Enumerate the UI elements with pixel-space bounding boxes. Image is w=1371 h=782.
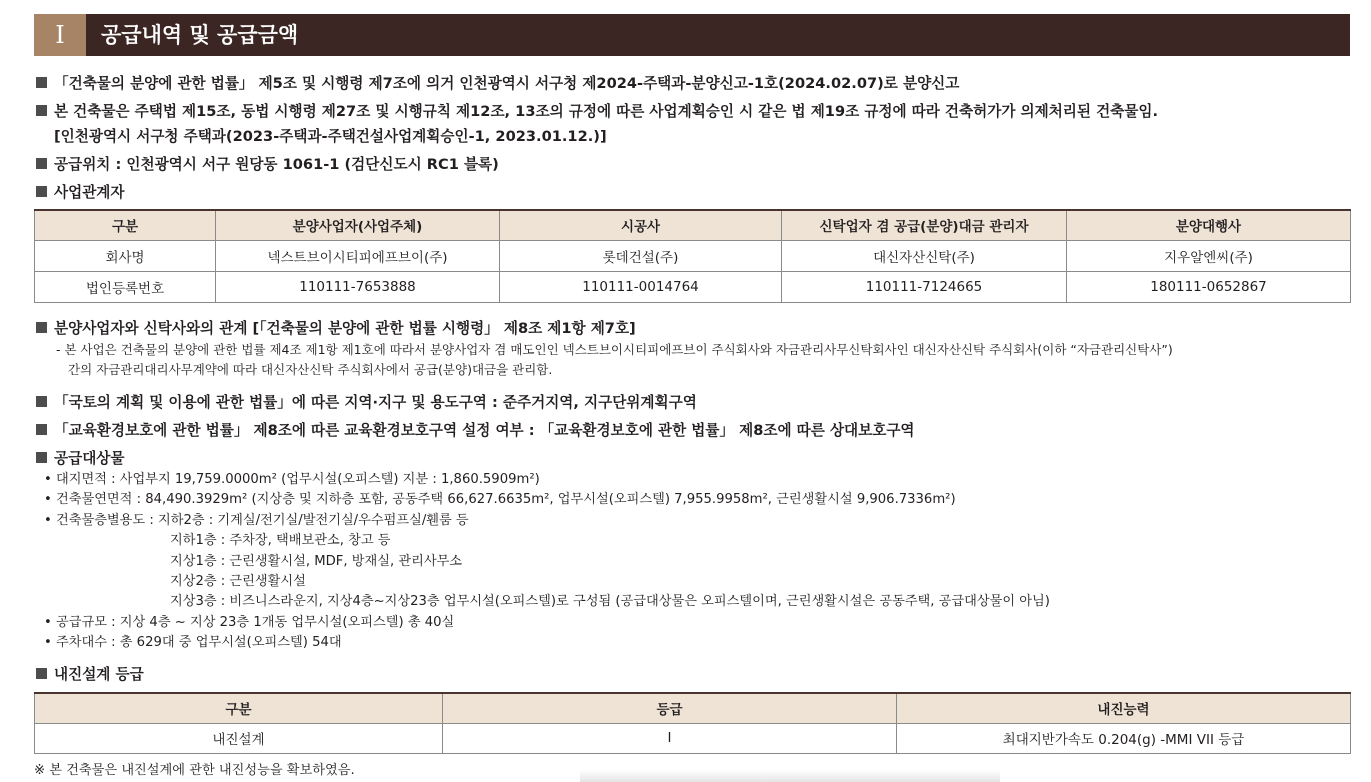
table-cell: 110111-7653888 (216, 271, 500, 302)
table-cell: 지우알엔씨(주) (1067, 240, 1351, 271)
section-title: 공급내역 및 공급금액 (101, 23, 299, 47)
section-header (34, 14, 1350, 56)
floor-area: • 건축물연면적 : 84,490.3929m² (지상층 및 지하층 포함, 공동주택 66,627.6635m², 업무시설(오피스텔) 7,955.9958m², 근린생활시설 9,906.7336m²) (44, 492, 956, 507)
table-cell: I (443, 723, 897, 753)
table-header: 등급 (443, 693, 897, 723)
table-header: 분양사업자(사업주체) (216, 210, 500, 240)
bullet-square-icon (36, 668, 47, 679)
footnote: ※ 본 건축물은 내진설계에 관한 내진성능을 확보하였음. (34, 763, 355, 778)
stakeholder-table-header (35, 210, 1351, 240)
parking-count: • 주차대수 : 총 629대 중 업무시설(오피스텔) 54대 (44, 635, 342, 650)
table-cell: 롯데건설(주) (500, 240, 782, 271)
table-cell: 내진설계 (35, 723, 443, 753)
stakeholder-table (34, 209, 1351, 303)
zoning-text: 「국토의 계획 및 이용에 관한 법률」에 따른 지역·지구 및 용도구역 : 준주거지역, 지구단위계획구역 (54, 393, 697, 411)
site-area: • 대지면적 : 사업부지 19,759.0000m² (업무시설(오피스텔) 지분 : 1,860.5909m²) (44, 472, 540, 487)
stakeholders-title: 사업관계자 (54, 183, 125, 201)
location-text: 공급위치 : 인천광역시 서구 원당동 1061-1 (검단신도시 RC1 블록) (54, 155, 499, 173)
bullet-square-icon (36, 452, 47, 463)
bullet-square-icon (36, 322, 47, 333)
bullet-square-icon (36, 77, 47, 88)
table-row (35, 240, 1351, 271)
relationship-line-1: - 본 사업은 건축물의 분양에 관한 법률 제4조 제1항 제1호에 따라서 분양사업자 겸 매도인인 넥스트브이시티피에프브이 주식회사와 자금관리사무신탁회사인 대신자산신탁 주식회사(이하 “자금관리신탁사”) (56, 342, 1173, 357)
table-header: 신탁업자 겸 공급(분양)대금 관리자 (782, 210, 1067, 240)
table-header: 구분 (35, 210, 216, 240)
table-cell: 110111-0014764 (500, 271, 782, 302)
bullet-square-icon (36, 424, 47, 435)
bullet-permit (36, 99, 1158, 121)
permit-reference: [인천광역시 서구청 주택과(2023-주택과-주택건설사업계획승인-1, 2023.01.12.)] (54, 127, 607, 145)
bullet-square-icon (36, 396, 47, 407)
table-cell: 대신자산신탁(주) (782, 240, 1067, 271)
table-cell: 110111-7124665 (782, 271, 1067, 302)
floor-use-3f: 지상3층 : 비즈니스라운지, 지상4층~지상23층 업무시설(오피스텔)로 구성됨 (공급대상물은 오피스텔이며, 근린생활시설은 공동주택, 공급대상물이 아님) (170, 594, 1050, 609)
table-header: 내진능력 (897, 693, 1351, 723)
relationship-line-2: 간의 자금관리대리사무계약에 따라 대신자산신탁 주식회사에서 공급(분양)대금을 관리함. (68, 362, 553, 377)
seismic-table-header (35, 693, 1351, 723)
bullet-education (36, 418, 915, 440)
table-cell: 법인등록번호 (35, 271, 216, 302)
floor-use-b1: 지하1층 : 주차장, 택배보관소, 창고 등 (170, 533, 391, 548)
bullet-square-icon (36, 186, 47, 197)
bullet-relationship (36, 316, 636, 338)
bottom-fade (580, 770, 1000, 782)
bullet-square-icon (36, 105, 47, 116)
table-row (35, 723, 1351, 753)
table-cell: 넥스트브이시티피에프브이(주) (216, 240, 500, 271)
bullet-seismic (36, 662, 144, 684)
bullet-square-icon (36, 158, 47, 169)
relationship-title: 분양사업자와 신탁사와의 관계 [「건축물의 분양에 관한 법률 시행령」 제8조 제1항 제7호] (54, 319, 636, 337)
table-header: 구분 (35, 693, 443, 723)
table-header: 분양대행사 (1067, 210, 1351, 240)
bullet-location (36, 152, 499, 174)
floor-use-b2: • 건축물층별용도 : 지하2층 : 기계실/전기실/발전기실/우수펌프실/휀룸 등 (44, 513, 469, 528)
floor-use-1f: 지상1층 : 근린생활시설, MDF, 방재실, 관리사무소 (170, 554, 463, 569)
seismic-title: 내진설계 등급 (54, 665, 144, 683)
education-text: 「교육환경보호에 관한 법률」 제8조에 따른 교육환경보호구역 설정 여부 : 「교육환경보호에 관한 법률」 제8조에 따른 상대보호구역 (54, 421, 915, 439)
table-header: 시공사 (500, 210, 782, 240)
bullet-zoning (36, 390, 697, 412)
seismic-table (34, 692, 1351, 754)
approval-text: 「건축물의 분양에 관한 법률」 제5조 및 시행령 제7조에 의거 인천광역시 서구청 제2024-주택과-분양신고-1호(2024.02.07)로 분양신고 (54, 74, 960, 92)
floor-use-2f: 지상2층 : 근린생활시설 (170, 574, 306, 589)
table-cell: 180111-0652867 (1067, 271, 1351, 302)
permit-text: 본 건축물은 주택법 제15조, 동법 시행령 제27조 및 시행규칙 제12조, 13조의 규정에 따른 사업계획승인 시 같은 법 제19조 규정에 따라 건축허가가 의제처리된 건축물임. (54, 102, 1159, 120)
bullet-stakeholders (36, 180, 125, 202)
bullet-approval (36, 71, 959, 93)
table-cell: 회사명 (35, 240, 216, 271)
table-cell: 최대지반가속도 0.204(g) -MMI VII 등급 (897, 723, 1351, 753)
supply-target-title: 공급대상물 (54, 449, 125, 467)
supply-scale: • 공급규모 : 지상 4층 ~ 지상 23층 1개동 업무시설(오피스텔) 총 40실 (44, 615, 455, 630)
section-number: I (34, 14, 86, 56)
table-row (35, 271, 1351, 302)
bullet-supply-target (36, 446, 125, 468)
